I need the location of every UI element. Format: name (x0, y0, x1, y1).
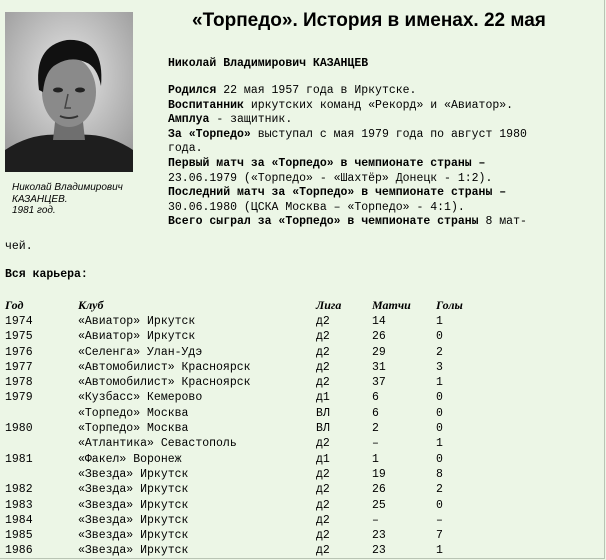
cell-goals: 2 (436, 483, 443, 497)
cell-year: 1980 (5, 422, 33, 436)
table-row (0, 329, 606, 344)
cell-club: «Авиатор» Иркутск (78, 330, 196, 344)
cell-matches: 29 (372, 345, 386, 359)
bio-first-match: 23.06.1979 («Торпедо» - «Шахтёр» Донецк - 1:2). (168, 171, 493, 185)
table-row (0, 436, 606, 451)
table-row (0, 543, 606, 558)
cell-goals: 1 (436, 376, 443, 390)
cell-league: д2 (316, 437, 330, 451)
cell-club: «Селенга» Улан-Удэ (78, 345, 203, 359)
cell-matches: 37 (372, 376, 386, 390)
bio-label: Всего сыграл за «Торпедо» в чемпионате страны (168, 215, 479, 229)
cell-year: 1976 (5, 345, 33, 359)
cell-year: 1978 (5, 376, 33, 390)
bio-text: 8 мат- (478, 215, 527, 229)
bio-label: Родился (168, 84, 217, 97)
cell-league: д2 (316, 330, 330, 344)
cell-league: д2 (316, 483, 330, 497)
cell-club: «Звезда» Иркутск (78, 483, 189, 497)
cell-club: «Торпедо» Москва (78, 422, 189, 436)
bio-total-cont: чей. (5, 240, 33, 253)
cell-goals: 0 (436, 422, 443, 436)
cell-goals: 0 (436, 452, 443, 466)
cell-goals: 2 (436, 345, 443, 359)
col-league: Лига (316, 298, 342, 312)
cell-goals: 7 (436, 529, 443, 543)
cell-league: д2 (316, 498, 330, 512)
cell-matches: 6 (372, 406, 379, 420)
bio-label: Амплуа (168, 113, 210, 127)
cell-year: 1974 (5, 315, 33, 328)
cell-club: «Звезда» Иркутск (78, 498, 189, 512)
bio-pupil (168, 99, 598, 114)
cell-league: д1 (316, 391, 330, 405)
cell-club: «Звезда» Иркутск (78, 467, 189, 481)
cell-club: «Кузбасс» Кемерово (78, 391, 203, 405)
cell-club: «Автомобилист» Красноярск (78, 360, 251, 374)
cell-year: 1982 (5, 483, 33, 497)
bio-first-match-label (168, 157, 598, 172)
bio-label: За «Торпедо» (168, 127, 251, 141)
cell-club: «Звезда» Иркутск (78, 513, 189, 527)
career-heading: Вся карьера: (5, 268, 88, 281)
cell-goals: – (436, 513, 443, 527)
bio-label: Последний матч за «Торпедо» в чемпионате страны – (168, 186, 507, 200)
bio-text: - защитник. (209, 113, 293, 127)
bio-total (168, 215, 598, 230)
table-row (0, 390, 606, 405)
player-bio (168, 84, 598, 230)
cell-league: д2 (316, 513, 330, 527)
cell-club: «Факел» Воронеж (78, 452, 182, 466)
caption-line: 1981 год. (12, 205, 56, 216)
table-row (0, 528, 606, 543)
table-row (0, 467, 606, 482)
cell-league: д2 (316, 544, 330, 558)
cell-goals: 3 (436, 360, 443, 374)
table-row (0, 375, 606, 390)
cell-goals: 0 (436, 391, 443, 405)
cell-league: д2 (316, 467, 330, 481)
cell-matches: 23 (372, 544, 386, 558)
cell-club: «Автомобилист» Красноярск (78, 376, 251, 390)
cell-matches: 26 (372, 330, 386, 344)
cell-year: 1975 (5, 330, 33, 344)
bio-last-match: 30.06.1980 (ЦСКА Москва – «Торпедо» - 4:1). (168, 200, 465, 214)
cell-matches: – (372, 437, 379, 451)
cell-club: «Звезда» Иркутск (78, 544, 189, 558)
cell-club: «Звезда» Иркутск (78, 529, 189, 543)
cell-year: 1984 (5, 513, 33, 527)
bio-played (168, 128, 598, 143)
cell-league: д2 (316, 376, 330, 390)
career-table (0, 314, 606, 559)
bio-label: Первый матч за «Торпедо» в чемпионате страны – (168, 156, 486, 170)
player-name: Николай Владимирович КАЗАНЦЕВ (168, 57, 369, 70)
col-goals: Голы (436, 298, 463, 312)
cell-year: 1985 (5, 529, 33, 543)
cell-club: «Торпедо» Москва (78, 406, 189, 420)
player-photo (5, 12, 133, 172)
cell-league: ВЛ (316, 422, 330, 436)
table-row (0, 452, 606, 467)
table-row (0, 345, 606, 360)
cell-goals: 1 (436, 544, 443, 558)
col-year: Год (5, 298, 24, 312)
table-row (0, 482, 606, 497)
career-table-header (0, 298, 606, 312)
cell-year: 1983 (5, 498, 33, 512)
cell-goals: 8 (436, 467, 443, 481)
cell-league: д2 (316, 315, 330, 328)
bio-text: иркутских команд «Рекорд» и «Авиатор». (243, 98, 514, 112)
cell-matches: 1 (372, 452, 379, 466)
cell-goals: 0 (436, 330, 443, 344)
bio-played-cont: года. (168, 142, 203, 156)
caption-line: КАЗАНЦЕВ. (12, 193, 68, 205)
cell-year: 1979 (5, 391, 33, 405)
portrait-image (5, 12, 133, 172)
cell-matches: – (372, 513, 379, 527)
cell-league: д2 (316, 360, 330, 374)
bio-last-match-label (168, 186, 598, 201)
bio-label: Воспитанник (168, 98, 244, 112)
col-club: Клуб (78, 298, 104, 312)
bio-role (168, 113, 598, 128)
cell-matches: 6 (372, 391, 379, 405)
cell-league: д1 (316, 452, 330, 466)
cell-year: 1981 (5, 452, 33, 466)
bio-born (168, 84, 598, 99)
table-row (0, 314, 606, 329)
cell-goals: 0 (436, 498, 443, 512)
cell-matches: 14 (372, 315, 386, 328)
cell-league: ВЛ (316, 406, 330, 420)
table-row (0, 421, 606, 436)
page-title: «Торпедо». История в именах. 22 мая (192, 10, 546, 31)
table-row (0, 513, 606, 528)
cell-matches: 31 (372, 360, 386, 374)
cell-matches: 2 (372, 422, 379, 436)
cell-matches: 19 (372, 467, 386, 481)
cell-year: 1977 (5, 360, 33, 374)
cell-matches: 23 (372, 529, 386, 543)
table-row (0, 498, 606, 513)
bio-text: 22 мая 1957 года в Иркутске. (216, 84, 417, 97)
photo-caption (12, 182, 136, 217)
cell-matches: 26 (372, 483, 386, 497)
cell-matches: 25 (372, 498, 386, 512)
cell-club: «Атлантика» Севастополь (78, 437, 237, 451)
caption-line: Николай Владимирович (12, 182, 123, 193)
cell-club: «Авиатор» Иркутск (78, 315, 196, 328)
cell-year: 1986 (5, 544, 33, 558)
cell-league: д2 (316, 345, 330, 359)
table-row (0, 360, 606, 375)
cell-goals: 1 (436, 315, 443, 328)
table-row (0, 406, 606, 421)
col-matches: Матчи (372, 298, 411, 312)
cell-goals: 0 (436, 406, 443, 420)
bio-text: выступал с мая 1979 года по август 1980 (250, 127, 527, 141)
cell-league: д2 (316, 529, 330, 543)
cell-goals: 1 (436, 437, 443, 451)
